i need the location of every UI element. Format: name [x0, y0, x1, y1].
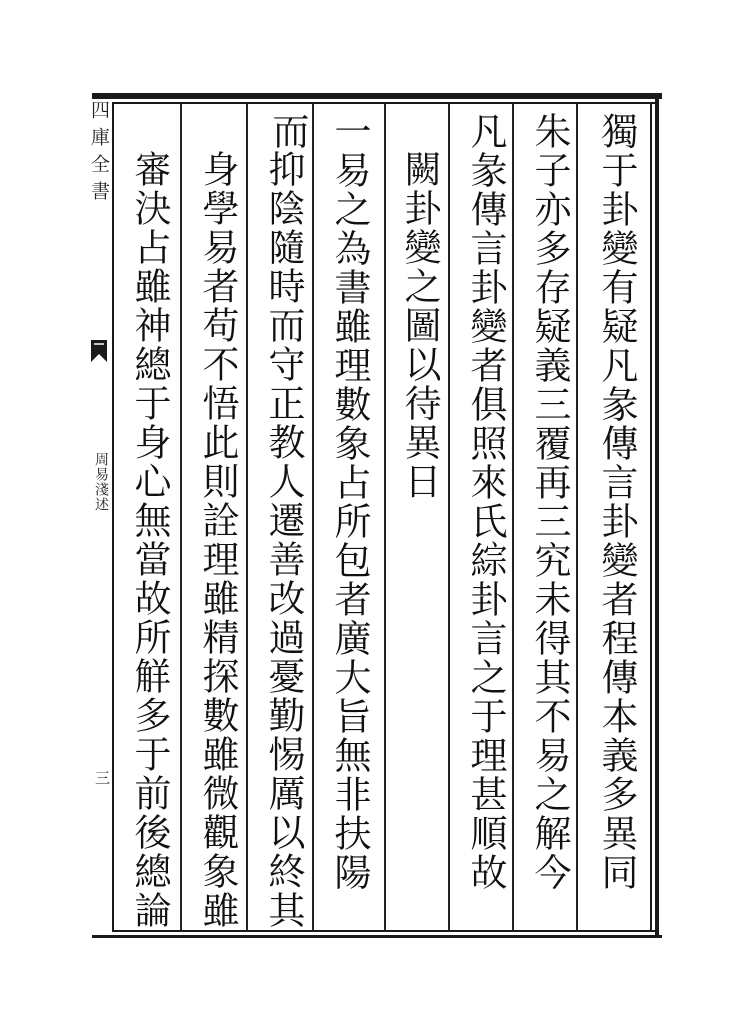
- text-column-6: 抑陰隨時而守正教人遷善改過憂勤惕厲以終其: [262, 150, 305, 930]
- text-column-8: 審決占雖神總于身心無當故所觧多于前後總論: [128, 150, 171, 930]
- margin-page-number: 三: [93, 770, 111, 785]
- frame-left-border: [112, 102, 114, 932]
- text-column-5: 一易之為書雖理數象占所包者廣大旨無非扶陽而: [266, 112, 371, 892]
- frame-top-border: [92, 93, 662, 99]
- frame-right-border: [655, 93, 659, 938]
- frame-inner-right-border: [650, 102, 652, 932]
- margin-header: 四庫全書: [88, 100, 110, 208]
- text-column-1: 獨于卦變有疑凡彖傳言卦變者程傳本義多異同: [595, 112, 638, 892]
- column-rule: [180, 104, 182, 930]
- text-column-2: 朱子亦多存疑義三覆再三究未得其不易之解今: [528, 112, 571, 892]
- margin-book-title: 周易淺述: [93, 452, 109, 512]
- column-rule: [384, 104, 386, 930]
- text-column-3: 凡彖傳言卦變者俱照來氏綜卦言之于理甚順故: [464, 112, 507, 892]
- text-column-7: 身學易者苟不悟此則詮理雖精探數雖微觀象雖: [196, 150, 239, 930]
- text-column-4: 闕卦變之圖以待異日: [398, 150, 441, 501]
- fishtail-mark-icon: [90, 338, 108, 364]
